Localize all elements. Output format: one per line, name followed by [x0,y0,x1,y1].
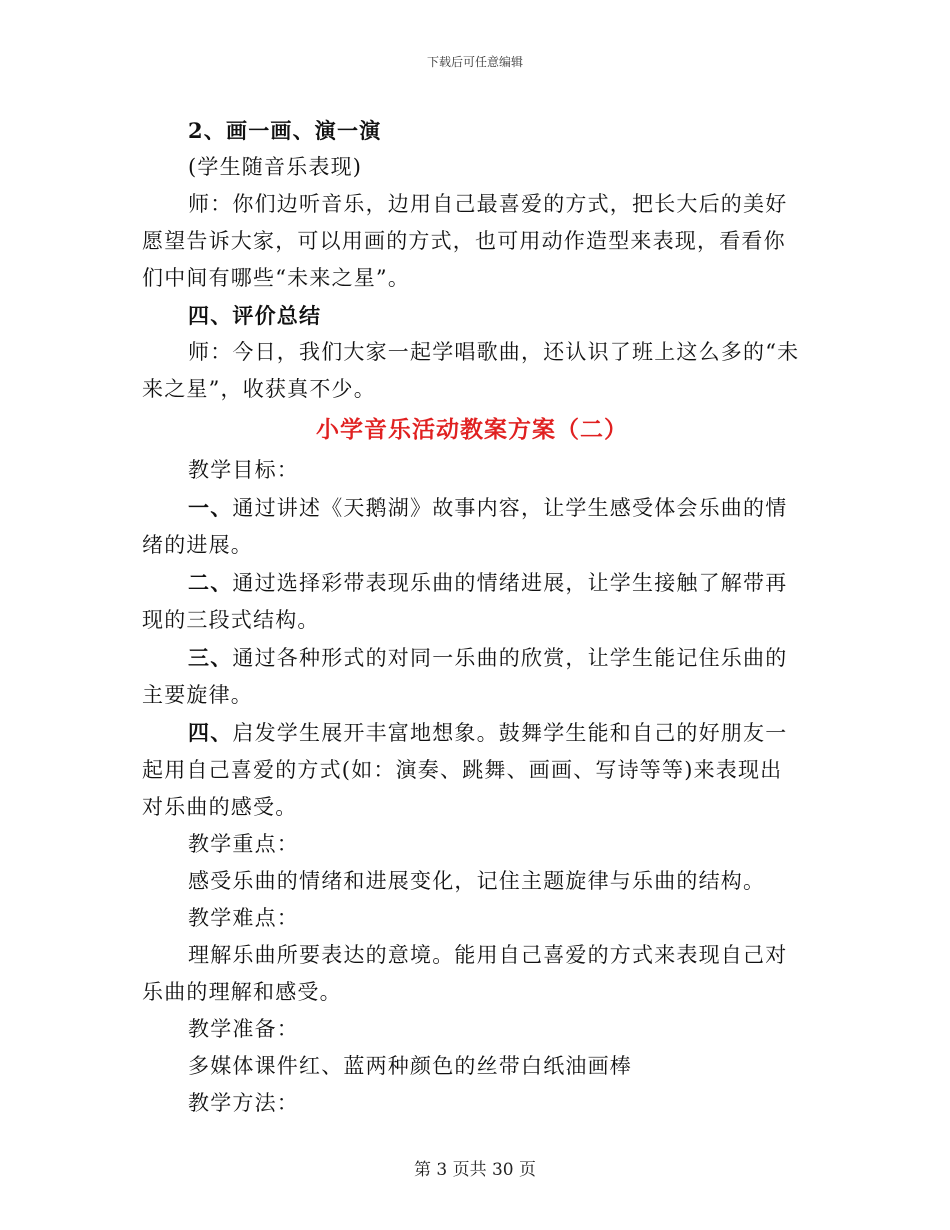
goals-label: 教学目标： [188,458,299,482]
goal-item [142,714,802,826]
document-body [142,112,802,1122]
difficulties-label: 教学难点： [188,906,299,930]
stage-note: (学生随音乐表现) [188,155,363,179]
goal-item [142,639,802,714]
page-footer: 第 3 页共 30 页 [413,1160,537,1180]
goal-lead: 一、 [188,495,233,520]
difficulties-text: 理解乐曲所要表达的意境。能用自己喜爱的方式来表现自己对乐曲的理解和感受。 [142,943,788,1004]
goal-text: 通过各种形式的对同一乐曲的欣赏，让学生能记住乐曲的主要旋律。 [142,646,788,707]
goal-item [142,489,802,564]
section-heading-draw-act: 2、画一画、演一演 [188,118,382,143]
preparation-label: 教学准备： [188,1017,299,1041]
section-heading-summary: 四、评价总结 [188,303,322,328]
goal-item [142,564,802,639]
goal-text: 启发学生展开丰富地想象。鼓舞学生能和自己的好朋友一起用自己喜爱的方式(如：演奏、跳舞、画画、写诗等等)来表现出对乐曲的感受。 [142,721,788,819]
teacher-prompt: 师：你们边听音乐，边用自己最喜爱的方式，把长大后的美好愿望告诉大家，可以用画的方式，也可用动作造型来表现，看看你们中间有哪些“未来之星”。 [142,192,788,290]
goal-lead: 三、 [188,645,233,670]
goal-lead: 二、 [188,570,233,595]
document-title: 小学音乐活动教案方案（二） [316,416,628,443]
key-points-label: 教学重点： [188,832,299,856]
methods-label: 教学方法： [188,1091,299,1115]
goal-lead: 四、 [188,720,233,745]
preparation-text: 多媒体课件红、蓝两种颜色的丝带白纸油画棒 [188,1054,632,1078]
goal-text: 通过选择彩带表现乐曲的情绪进展，让学生接触了解带再现的三段式结构。 [142,571,788,632]
key-points-text: 感受乐曲的情绪和进展变化，记住主题旋律与乐曲的结构。 [188,869,766,893]
summary-text: 师：今日，我们大家一起学唱歌曲，还认识了班上这么多的“未来之星”，收获真不少。 [142,340,800,401]
page-header: 下载后可任意编辑 [426,55,523,69]
goal-text: 通过讲述《天鹅湖》故事内容，让学生感受体会乐曲的情绪的进展。 [142,496,788,557]
